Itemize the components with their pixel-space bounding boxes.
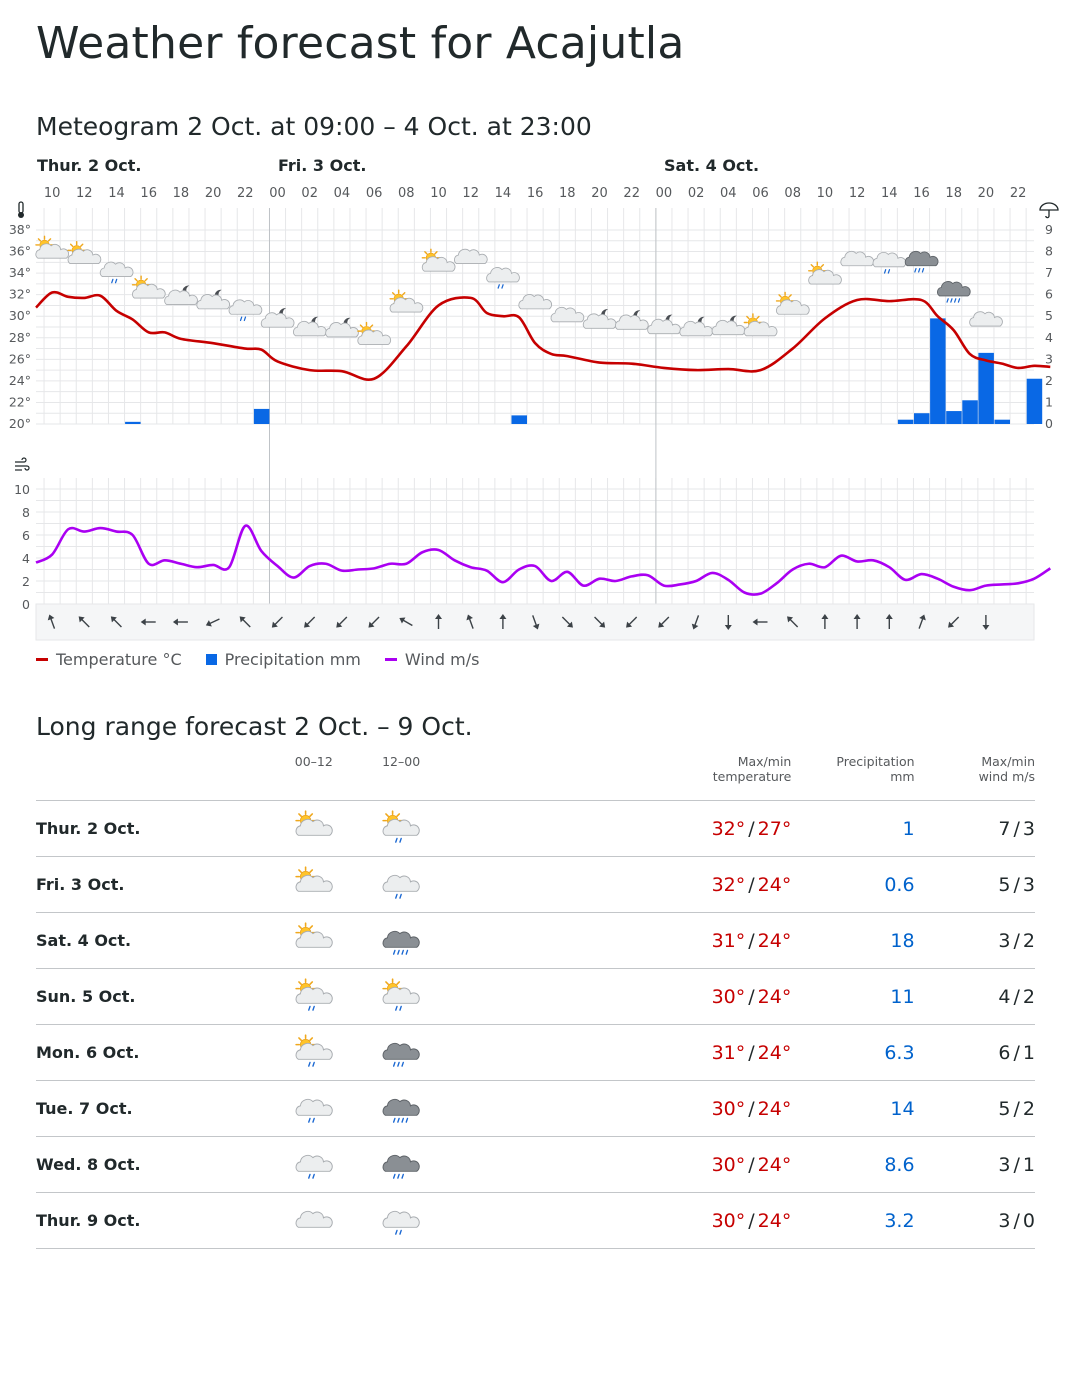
meteogram-chart [0,175,1080,645]
table-row[interactable] [36,1193,1035,1249]
row-temperature [592,857,791,913]
period-1-weather-icon [270,857,357,913]
weather-symbols [36,236,1003,344]
hour-tick-label: 00 [269,186,286,201]
row-day: Sat. 4 Oct. [36,913,270,969]
row-spacer [445,1137,593,1193]
hour-tick-label: 22 [237,186,254,201]
row-temperature [592,1025,791,1081]
partly-cloudy-day-icon [358,323,391,345]
wind-tick-label: 6 [22,528,30,543]
partly-cloudy-night-icon [197,290,230,309]
header-wind-line1: Max/min [981,754,1035,769]
row-day: Thur. 2 Oct. [36,801,270,857]
row-spacer [445,1193,593,1249]
min-wind: 2 [1022,929,1035,952]
row-spacer [445,1081,593,1137]
min-wind: 1 [1022,1153,1035,1176]
partly-cloudy-day-icon [36,236,69,258]
cloud-heavy-rain-icon [379,1087,423,1131]
partly-cloudy-day-rain-icon [379,975,423,1019]
hour-tick-label: 14 [881,186,898,201]
row-precipitation: 18 [791,913,914,969]
wind-tick-label: 4 [22,551,30,566]
row-precipitation: 1 [791,801,914,857]
row-wind [915,801,1035,857]
partly-cloudy-day-icon [744,314,777,336]
period-2-weather-icon [357,1193,444,1249]
row-day: Mon. 6 Oct. [36,1025,270,1081]
row-precipitation: 0.6 [791,857,914,913]
hour-tick-label: 04 [333,186,351,201]
temperature-tick-label: 30° [8,308,31,324]
wind-separator: / [1013,873,1020,896]
table-row[interactable] [36,1137,1035,1193]
hour-ticks [44,186,1027,201]
cloud-icon [551,307,584,321]
header-precipitation [791,752,914,801]
row-wind [915,1081,1035,1137]
partly-cloudy-day-rain-icon [292,975,336,1019]
header-period-1: 00–12 [270,752,357,801]
row-wind [915,969,1035,1025]
header-period-2: 12–00 [357,752,444,801]
max-temperature: 30° [711,1097,746,1120]
max-temperature: 31° [711,1041,746,1064]
row-wind [915,1193,1035,1249]
wind-icon [15,458,29,470]
cloud-light-rain-icon [292,1087,336,1131]
row-temperature [592,1137,791,1193]
partly-cloudy-day-rain-icon [379,807,423,851]
min-temperature: 24° [757,985,792,1008]
row-precipitation: 8.6 [791,1137,914,1193]
period-1-weather-icon [270,801,357,857]
hour-tick-label: 08 [784,186,801,201]
row-precipitation: 14 [791,1081,914,1137]
row-precipitation: 3.2 [791,1193,914,1249]
max-wind: 3 [998,1209,1011,1232]
umbrella-icon [1040,203,1058,218]
partly-cloudy-day-icon [292,919,336,963]
max-wind: 5 [998,873,1011,896]
hour-tick-label: 16 [140,186,157,201]
wind-separator: / [1013,817,1020,840]
hour-tick-label: 10 [43,186,61,201]
hour-tick-label: 00 [655,186,673,201]
table-row[interactable] [36,801,1035,857]
cloud-light-rain-icon [379,863,423,907]
table-row[interactable] [36,1025,1035,1081]
cloud-icon [519,294,552,308]
precipitation-bar [946,411,962,424]
partly-cloudy-day-icon [68,242,101,264]
row-day: Fri. 3 Oct. [36,857,270,913]
min-wind: 3 [1022,873,1035,896]
row-precipitation: 11 [791,969,914,1025]
legend-temperature-label: Temperature °C [56,650,182,669]
header-precipitation-line1: Precipitation [836,754,915,769]
hour-tick-label: 14 [494,186,512,201]
precipitation-bar [995,420,1011,424]
precipitation-bar [1027,379,1043,424]
min-wind: 2 [1022,985,1035,1008]
min-temperature: 24° [757,873,792,896]
max-wind: 7 [998,817,1011,840]
precipitation-tick-label: 2 [1045,372,1053,388]
hour-tick-label: 02 [687,186,705,201]
temperature-tick-label: 22° [8,394,31,410]
row-temperature [592,1081,791,1137]
min-wind: 2 [1022,1097,1035,1120]
row-wind [915,1137,1035,1193]
row-precipitation: 6.3 [791,1025,914,1081]
hour-tick-label: 06 [752,186,769,201]
temperature-separator: / [748,817,755,840]
wind-tick-label: 10 [14,482,30,497]
wind-tick-label: 2 [22,574,30,589]
temperature-tick-label: 20° [8,415,31,431]
max-temperature: 30° [711,1153,746,1176]
temperature-separator: / [748,1209,755,1232]
row-temperature [592,801,791,857]
precipitation-bar [254,409,270,424]
partly-cloudy-day-icon [292,863,336,907]
temperature-separator: / [748,985,755,1008]
cloud-rain-icon [379,1143,423,1187]
min-temperature: 24° [757,1153,792,1176]
period-2-weather-icon [357,1025,444,1081]
period-2-weather-icon [357,913,444,969]
header-temperature-line1: Max/min [737,754,792,769]
temperature-tick-label: 32° [8,286,31,302]
precipitation-bar [962,400,978,424]
legend-wind-label: Wind m/s [404,650,480,669]
precipitation-tick-label: 5 [1045,308,1053,324]
precipitation-bar [125,422,141,424]
min-temperature: 24° [757,1041,792,1064]
partly-cloudy-day-icon [292,807,336,851]
partly-cloudy-day-icon [390,290,423,312]
row-temperature [592,913,791,969]
temperature-tick-label: 34° [8,265,31,281]
wind-tick-label: 0 [22,597,30,612]
header-precipitation-line2: mm [890,769,915,784]
cloud-rain-icon [905,251,938,272]
hour-tick-label: 16 [526,186,544,201]
hour-tick-label: 20 [204,186,222,201]
period-2-weather-icon [357,1137,444,1193]
min-wind: 0 [1022,1209,1035,1232]
hour-tick-label: 12 [76,186,93,201]
hour-tick-label: 12 [848,186,866,201]
min-temperature: 24° [757,929,792,952]
partly-cloudy-night-icon [293,317,326,336]
legend-wind-swatch [385,658,397,661]
max-wind: 4 [998,985,1011,1008]
cloud-icon [970,312,1003,326]
row-day: Sun. 5 Oct. [36,969,270,1025]
meteogram-title: Meteogram 2 Oct. at 09:00 – 4 Oct. at 23:00 [36,112,592,141]
cloud-light-rain-icon [229,300,262,321]
wind-separator: / [1013,1153,1020,1176]
temperature-tick-label: 28° [8,329,31,345]
partly-cloudy-day-icon [776,292,809,314]
table-header-row [36,752,1035,801]
precipitation-tick-label: 1 [1045,394,1053,410]
hour-tick-label: 22 [623,186,640,201]
period-1-weather-icon [270,1193,357,1249]
header-spacer [445,752,593,801]
row-spacer [445,969,593,1025]
precipitation-bar [914,413,930,424]
precipitation-tick-label: 6 [1045,286,1053,302]
legend-temperature-swatch [36,658,48,661]
period-1-weather-icon [270,913,357,969]
partly-cloudy-night-icon [648,315,681,334]
partly-cloudy-night-icon [261,308,294,327]
header-temperature [592,752,791,801]
period-1-weather-icon [270,1081,357,1137]
cloud-light-rain-icon [292,1143,336,1187]
period-2-weather-icon [357,969,444,1025]
precipitation-bar [512,415,528,424]
row-temperature [592,969,791,1025]
partly-cloudy-night-icon [712,316,745,335]
table-row[interactable] [36,913,1035,969]
row-spacer [445,1025,593,1081]
cloud-light-rain-icon [873,252,906,273]
period-2-weather-icon [357,801,444,857]
cloud-light-rain-icon [379,1199,423,1243]
cloud-rain-icon [379,1031,423,1075]
partly-cloudy-day-rain-icon [292,1031,336,1075]
precipitation-bar [978,353,994,424]
partly-cloudy-night-icon [326,318,359,337]
legend-wind [385,650,480,669]
max-wind: 6 [998,1041,1011,1064]
temperature-separator: / [748,929,755,952]
temperature-separator: / [748,1097,755,1120]
meteogram-day-label: Sat. 4 Oct. [664,156,760,175]
min-wind: 3 [1022,817,1035,840]
chart-legend [36,650,479,669]
hour-tick-label: 14 [108,186,125,201]
temperature-tick-label: 36° [8,243,31,259]
temperature-separator: / [748,1041,755,1064]
period-2-weather-icon [357,857,444,913]
row-wind [915,857,1035,913]
cloud-icon [292,1199,336,1243]
max-wind: 5 [998,1097,1011,1120]
hour-tick-label: 08 [398,186,415,201]
cloud-heavy-rain-icon [379,919,423,963]
partly-cloudy-night-icon [615,310,648,329]
header-wind-line2: wind m/s [978,769,1035,784]
wind-separator: / [1013,985,1020,1008]
legend-temperature [36,650,182,669]
max-temperature: 32° [711,873,746,896]
table-row[interactable] [36,1081,1035,1137]
precipitation-bar [930,318,946,424]
max-wind: 3 [998,1153,1011,1176]
min-temperature: 24° [757,1097,792,1120]
max-temperature: 30° [711,1209,746,1232]
header-wind [915,752,1035,801]
hour-tick-label: 04 [720,186,737,201]
wind-separator: / [1013,1097,1020,1120]
long-range-title: Long range forecast 2 Oct. – 9 Oct. [36,712,473,741]
meteogram-day-label: Fri. 3 Oct. [278,156,367,175]
period-1-weather-icon [270,1025,357,1081]
row-day: Thur. 9 Oct. [36,1193,270,1249]
partly-cloudy-day-icon [422,249,455,271]
wind-separator: / [1013,1041,1020,1064]
hour-tick-label: 16 [913,186,930,201]
thermometer-icon [18,202,24,218]
max-temperature: 30° [711,985,746,1008]
hour-tick-label: 18 [172,186,190,201]
temperature-tick-label: 38° [8,222,31,237]
cloud-light-rain-icon [487,268,520,289]
partly-cloudy-night-icon [165,285,198,304]
cloud-light-rain-icon [100,262,133,283]
header-day [36,752,270,801]
period-2-weather-icon [357,1081,444,1137]
precipitation-tick-label: 8 [1045,243,1053,259]
temperature-tick-label: 24° [8,372,31,388]
row-day: Tue. 7 Oct. [36,1081,270,1137]
hour-tick-label: 06 [365,186,383,201]
precipitation-bar [898,420,914,424]
hour-tick-label: 18 [559,186,576,201]
table-row[interactable] [36,969,1035,1025]
meteogram-day-label: Thur. 2 Oct. [37,156,142,175]
max-wind: 3 [998,929,1011,952]
wind-separator: / [1013,1209,1020,1232]
hour-tick-label: 12 [462,186,479,201]
row-temperature [592,1193,791,1249]
hour-tick-label: 20 [591,186,608,201]
legend-precipitation-swatch [206,654,217,665]
temperature-tick-label: 26° [8,351,31,367]
partly-cloudy-night-icon [583,309,616,328]
partly-cloudy-day-icon [132,276,165,298]
hour-tick-label: 02 [301,186,318,201]
max-temperature: 32° [711,817,746,840]
hour-tick-label: 18 [945,186,962,201]
hour-tick-label: 20 [977,186,995,201]
min-temperature: 24° [757,1209,792,1232]
row-spacer [445,913,593,969]
legend-precipitation-label: Precipitation mm [224,650,361,669]
row-day: Wed. 8 Oct. [36,1137,270,1193]
header-temperature-line2: temperature [712,769,792,784]
page-title: Weather forecast for Acajutla [36,18,685,69]
max-temperature: 31° [711,929,746,952]
precipitation-tick-label: 9 [1045,222,1053,237]
wind-separator: / [1013,929,1020,952]
long-range-table [36,752,1035,1249]
precipitation-tick-label: 4 [1045,329,1053,345]
min-temperature: 27° [757,817,792,840]
row-spacer [445,801,593,857]
precipitation-tick-label: 3 [1045,351,1053,367]
row-wind [915,1025,1035,1081]
period-1-weather-icon [270,969,357,1025]
legend-precipitation [206,650,361,669]
precipitation-tick-label: 0 [1045,415,1053,431]
temperature-separator: / [748,1153,755,1176]
hour-tick-label: 10 [816,186,834,201]
table-row[interactable] [36,857,1035,913]
cloud-heavy-rain-icon [937,282,970,303]
hour-tick-label: 10 [430,186,447,201]
precipitation-tick-label: 7 [1045,265,1053,281]
row-wind [915,913,1035,969]
row-spacer [445,857,593,913]
precipitation-bars [125,318,1042,424]
period-1-weather-icon [270,1137,357,1193]
min-wind: 1 [1022,1041,1035,1064]
temperature-separator: / [748,873,755,896]
wind-tick-label: 8 [22,505,30,520]
partly-cloudy-night-icon [680,317,713,336]
cloud-icon [841,251,874,265]
hour-tick-label: 22 [1009,186,1027,201]
